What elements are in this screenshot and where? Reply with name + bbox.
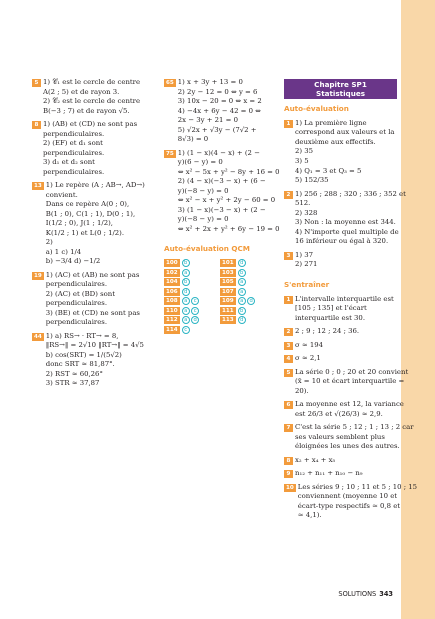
qcm-item bbox=[220, 288, 276, 296]
solutions-column-1 bbox=[32, 78, 158, 393]
qcm-answer-circle: c bbox=[191, 307, 199, 315]
qcm-item bbox=[164, 288, 220, 296]
chapter-subtitle: Statistiques bbox=[316, 89, 365, 98]
answer-line: perpendiculaires. bbox=[43, 129, 105, 138]
exercise-entry bbox=[284, 423, 414, 452]
answer-line: est 26/3 et √(26/3) ≈ 2,9. bbox=[295, 409, 383, 418]
exercise-answer bbox=[295, 400, 404, 419]
answer-line: 2) (AC) et (BD) sont bbox=[45, 289, 115, 298]
answer-line: 16 inférieur ou égal à 320. bbox=[295, 237, 389, 246]
qcm-answer-circle: a bbox=[238, 278, 246, 286]
answer-line: perpendiculaires. bbox=[45, 299, 108, 308]
exercise-entry bbox=[284, 295, 397, 324]
exercise-answer bbox=[295, 119, 397, 186]
answer-line: écart-type respectifs ≃ 0,8 et bbox=[297, 501, 401, 510]
exercise-answer bbox=[178, 149, 290, 235]
solutions-column-3 bbox=[284, 80, 417, 525]
qcm-item bbox=[164, 269, 220, 277]
exercise-answer bbox=[295, 341, 397, 351]
qcm-item bbox=[220, 269, 276, 277]
answer-line: y)(−8 − y) = 0 bbox=[177, 215, 229, 224]
qcm-answer-circle: a bbox=[182, 269, 190, 277]
answer-line: C'est la série 5 ; 12 ; 1 ; 13 ; 2 car bbox=[295, 423, 414, 432]
qcm-item bbox=[220, 316, 276, 324]
answer-line: 4) Q₁ = 3 et Q₃ = 5 bbox=[295, 166, 362, 175]
exercise-answer bbox=[295, 456, 397, 466]
answer-line: 1) x + 3y + 13 = 0 bbox=[177, 78, 243, 86]
qcm-answer-circle: d bbox=[238, 259, 246, 267]
exercise-answer bbox=[298, 483, 417, 521]
exercise-number-badge: 7 bbox=[284, 424, 293, 432]
exercise-number-badge: 10 bbox=[286, 484, 294, 491]
answer-line: 1) (1 − x)(4 − x) + (2 − bbox=[177, 148, 260, 157]
answer-line: 2) 2y − 12 = 0 ⇔ y = 6 bbox=[177, 87, 258, 96]
exercise-entry bbox=[32, 120, 158, 177]
chapter-title: Chapitre SP1 bbox=[314, 80, 367, 89]
answer-line: 1) a) RS→ · RT→ = 8, bbox=[45, 331, 119, 340]
answer-line: B(−3 ; 7) et de rayon √5. bbox=[43, 106, 130, 115]
qcm-number-badge: 102 bbox=[166, 269, 178, 276]
answer-line: 2x − 3y + 21 = 0 bbox=[177, 116, 238, 125]
answer-line: ses valeurs semblent plus bbox=[295, 432, 385, 441]
exercise-entry bbox=[164, 78, 290, 145]
answer-line: x₂ + x₄ + x₅ bbox=[295, 455, 336, 464]
exercise-number-badge: 9 bbox=[284, 470, 293, 478]
exercise-entry bbox=[284, 469, 397, 479]
exercise-number-badge: 6 bbox=[284, 401, 293, 409]
exercise-entry bbox=[284, 482, 417, 521]
qcm-item bbox=[220, 307, 276, 315]
exercise-entry bbox=[32, 271, 158, 328]
answer-line: ≃ 4,1). bbox=[297, 511, 322, 520]
exercise-answer bbox=[46, 332, 158, 389]
answer-line: 5) √2x + √3y − (7√2 + bbox=[177, 125, 257, 134]
answer-line: 2) 35 bbox=[295, 147, 314, 156]
answer-line: b) cos(SRT) = 1/(5√2) bbox=[45, 350, 122, 359]
training-section-title: S'entraîner bbox=[284, 279, 330, 289]
answer-line: σ ≈ 194 bbox=[295, 340, 324, 349]
chapter-side-tab bbox=[401, 0, 435, 619]
answer-line: ⇔ x² − x + y² + 2y − 60 = 0 bbox=[177, 196, 276, 205]
answer-line: 2) bbox=[45, 238, 53, 247]
answer-line: correspond aux valeurs et la bbox=[295, 128, 395, 137]
exercise-entry bbox=[284, 341, 397, 351]
page-number: 343 bbox=[379, 590, 393, 598]
answer-line: Dans ce repère A(0 ; 0), bbox=[45, 200, 130, 209]
exercise-entry bbox=[284, 327, 397, 337]
answer-line: y)(6 − y) = 0 bbox=[177, 158, 223, 167]
exercise-number-badge: 3 bbox=[284, 252, 293, 260]
exercise-number-badge: 65 bbox=[166, 80, 174, 86]
answer-line: 1) (AC) et (AB) ne sont pas bbox=[45, 270, 140, 279]
answer-line: B(1 ; 0), C(1 ; 1), D(0 ; 1), bbox=[45, 209, 136, 218]
qcm-answer-circle: b bbox=[238, 307, 246, 315]
answer-line: 5) 152/35 bbox=[295, 176, 329, 185]
answer-line: 2) (EF) et d₁ sont bbox=[43, 139, 103, 148]
qcm-answer-circle: c bbox=[191, 297, 199, 305]
answer-line: Les séries 9 ; 10 ; 11 et 5 ; 10 ; 15 bbox=[297, 482, 417, 491]
qcm-number-badge: 103 bbox=[222, 269, 234, 276]
exercise-number-badge: 2 bbox=[284, 191, 293, 199]
qcm-number-badge: 100 bbox=[166, 260, 178, 267]
answer-line: L'intervalle interquartile est bbox=[295, 294, 394, 303]
answer-line: σ ≈ 2,1 bbox=[295, 354, 321, 363]
answer-line: 2) 271 bbox=[295, 260, 318, 269]
exercise-number-badge: 19 bbox=[34, 272, 42, 279]
exercise-entry bbox=[284, 119, 397, 186]
qcm-item bbox=[164, 259, 220, 267]
solutions-column-2 bbox=[164, 78, 290, 334]
exercise-answer bbox=[295, 327, 397, 337]
exercise-answer bbox=[295, 469, 397, 479]
answer-line: 8√3) = 0 bbox=[177, 135, 209, 144]
answer-line: ⇔ x² + 2x + y² + 6y − 19 = 0 bbox=[177, 224, 280, 233]
qcm-number-badge: 101 bbox=[222, 260, 234, 267]
exercise-answer bbox=[46, 181, 158, 267]
answer-line: (x̄ = 10 et écart interquartile = bbox=[295, 377, 405, 386]
qcm-item bbox=[220, 278, 276, 286]
qcm-answer-circle: a bbox=[182, 297, 190, 305]
auto-evaluation-title: Auto-évaluation bbox=[284, 104, 349, 113]
answer-line: interquartile est 30. bbox=[295, 313, 366, 322]
answer-line: 3) 10x − 20 = 0 ⇔ x = 2 bbox=[177, 97, 262, 106]
answer-line: 3) (1 − x)(−3 − x) + (2 − bbox=[177, 205, 266, 214]
answer-line: perpendiculaires. bbox=[43, 148, 105, 157]
exercise-number-badge: 5 bbox=[284, 369, 293, 377]
qcm-answer-circle: d bbox=[182, 288, 190, 296]
exercise-answer bbox=[178, 78, 290, 145]
qcm-item bbox=[164, 278, 220, 286]
answer-line: A(2 ; 5) et de rayon 3. bbox=[43, 87, 120, 96]
answer-line: convient. bbox=[45, 190, 78, 199]
qcm-number-badge: 105 bbox=[222, 279, 234, 286]
qcm-answer-circle: a bbox=[182, 316, 190, 324]
footer-label: SOLUTIONS bbox=[338, 590, 377, 598]
exercise-answer bbox=[43, 78, 158, 116]
qcm-item bbox=[220, 297, 276, 305]
answer-line: 2) 𝒞₂ est le cercle de centre bbox=[43, 97, 141, 106]
qcm-number-badge: 107 bbox=[222, 288, 234, 295]
answer-line: [105 ; 135] et l'écart bbox=[295, 304, 367, 313]
exercise-answer bbox=[295, 423, 414, 452]
exercise-number-badge: 1 bbox=[284, 296, 293, 304]
answer-line: La moyenne est 12, la variance bbox=[295, 400, 404, 409]
qcm-item bbox=[164, 326, 220, 334]
answer-line: conviennent (moyenne 10 et bbox=[297, 492, 398, 501]
answer-line: 1) La première ligne bbox=[295, 118, 367, 127]
exercise-number-badge: 5 bbox=[32, 79, 41, 87]
answer-line: 1) 𝒞₁ est le cercle de centre bbox=[43, 78, 141, 86]
exercise-entry bbox=[284, 400, 404, 419]
exercise-entry bbox=[284, 456, 397, 466]
qcm-answer-circle: a bbox=[238, 297, 246, 305]
page-footer bbox=[338, 590, 393, 599]
exercise-entry bbox=[284, 354, 397, 364]
exercise-number-badge: 1 bbox=[284, 120, 293, 128]
answer-line: 3) 5 bbox=[295, 157, 309, 165]
answer-line: 1) (AB) et (CD) ne sont pas bbox=[43, 120, 138, 129]
answer-line: 3) STR ≈ 37,87 bbox=[45, 379, 100, 388]
answer-line: b) −3/4 d) −1/2 bbox=[45, 257, 101, 266]
qcm-answer-circle: b bbox=[238, 269, 246, 277]
answer-line: 3) Non : la moyenne est 344. bbox=[295, 218, 396, 227]
exercise-answer bbox=[295, 251, 397, 270]
answer-line: deuxième aux effectifs. bbox=[295, 137, 376, 146]
answer-line: 1) 37 bbox=[295, 250, 314, 259]
qcm-answer-circle: a bbox=[182, 307, 190, 315]
answer-line: 4) N'importe quel multiple de bbox=[295, 227, 399, 236]
exercise-number-badge: 4 bbox=[284, 355, 293, 363]
qcm-answer-circle: d bbox=[191, 316, 199, 324]
exercise-number-badge: 2 bbox=[284, 328, 293, 336]
answer-line: donc SRT ≈ 81,87°. bbox=[45, 360, 115, 369]
qcm-number-badge: 110 bbox=[166, 307, 178, 314]
qcm-number-badge: 104 bbox=[166, 279, 178, 286]
answer-line: y)(−8 − y) = 0 bbox=[177, 186, 229, 195]
exercise-answer bbox=[295, 354, 397, 364]
exercise-answer bbox=[295, 295, 397, 324]
exercise-number-badge: 75 bbox=[166, 150, 174, 157]
exercise-number-badge: 13 bbox=[34, 183, 42, 190]
answer-line: perpendiculaires. bbox=[45, 318, 108, 327]
answer-line: 1) Le repère (A ; AB→, AD→) bbox=[45, 181, 145, 190]
qcm-item bbox=[164, 316, 220, 324]
exercise-entry bbox=[164, 149, 290, 235]
qcm-answer-circle: d bbox=[247, 297, 255, 305]
answer-line: 2) (4 − x)(−3 − x) + (6 − bbox=[177, 177, 266, 186]
qcm-answer-circle: a bbox=[238, 288, 246, 296]
qcm-number-badge: 113 bbox=[222, 317, 234, 324]
exercise-answer bbox=[295, 368, 408, 397]
exercise-answer bbox=[295, 190, 406, 247]
answer-line: 2 ; 9 ; 12 ; 24 ; 36. bbox=[295, 327, 360, 336]
answer-line: 2) RST ≈ 60,26° bbox=[45, 369, 103, 378]
exercise-number-badge: 3 bbox=[284, 342, 293, 350]
answer-line: I(1/2 ; 0), J(1 ; 1/2), bbox=[45, 219, 113, 228]
qcm-section-title: Auto-évaluation QCM bbox=[164, 244, 250, 254]
answer-line: 2) 328 bbox=[295, 208, 318, 217]
answer-line: 20). bbox=[295, 386, 309, 395]
qcm-number-badge: 106 bbox=[166, 288, 178, 295]
qcm-item bbox=[220, 259, 276, 267]
answer-line: 3) d₁ et d₂ sont bbox=[43, 158, 95, 167]
qcm-answer-circle: b bbox=[182, 259, 190, 267]
exercise-number-badge: 44 bbox=[34, 333, 42, 340]
exercise-entry bbox=[284, 189, 406, 247]
qcm-answers-grid bbox=[164, 259, 290, 334]
answer-line: perpendiculaires. bbox=[45, 280, 108, 289]
exercise-number-badge: 8 bbox=[32, 121, 41, 129]
exercise-answer bbox=[46, 271, 158, 328]
exercise-entry bbox=[32, 332, 158, 389]
answer-line: 1) 256 ; 288 ; 320 ; 336 ; 352 et bbox=[295, 189, 406, 198]
exercise-entry bbox=[284, 367, 409, 397]
answer-line: perpendiculaires. bbox=[43, 167, 105, 176]
answer-line: n₁₂ + n₁₁ + n₁₀ − n₉ bbox=[295, 469, 363, 478]
exercise-entry bbox=[284, 251, 397, 270]
qcm-answer-circle: b bbox=[182, 278, 190, 286]
answer-line: K(1/2 ; 1) et L(0 ; 1/2). bbox=[45, 228, 125, 237]
answer-line: éloignées les unes des autres. bbox=[295, 442, 400, 451]
answer-line: a) 1 c) 1/4 bbox=[45, 247, 82, 256]
qcm-number-badge: 111 bbox=[222, 307, 234, 314]
answer-line: ⇔ x² − 5x + y² − 8y + 16 = 0 bbox=[177, 167, 280, 176]
qcm-item bbox=[164, 307, 220, 315]
exercise-answer bbox=[43, 120, 158, 177]
qcm-number-badge: 114 bbox=[166, 326, 178, 333]
qcm-answer-circle: d bbox=[238, 316, 246, 324]
answer-line: 4) −4x + 6y − 42 = 0 ⇔ bbox=[177, 106, 261, 115]
qcm-answer-circle: c bbox=[182, 326, 190, 334]
answer-line: 512. bbox=[295, 199, 311, 208]
answer-line: 3) (BE) et (CD) ne sont pas bbox=[45, 308, 140, 317]
qcm-number-badge: 108 bbox=[166, 298, 178, 305]
exercise-number-badge: 8 bbox=[284, 457, 293, 465]
qcm-item bbox=[164, 297, 220, 305]
exercise-entry bbox=[32, 181, 158, 267]
exercise-entry bbox=[32, 78, 158, 116]
answer-line: ‖RS→‖ = 2√10 ‖RT→‖ = 4√5 bbox=[45, 341, 144, 350]
answer-line: La série 0 ; 0 ; 20 et 20 convient bbox=[295, 367, 409, 376]
qcm-number-badge: 112 bbox=[166, 317, 178, 324]
qcm-number-badge: 109 bbox=[222, 298, 234, 305]
